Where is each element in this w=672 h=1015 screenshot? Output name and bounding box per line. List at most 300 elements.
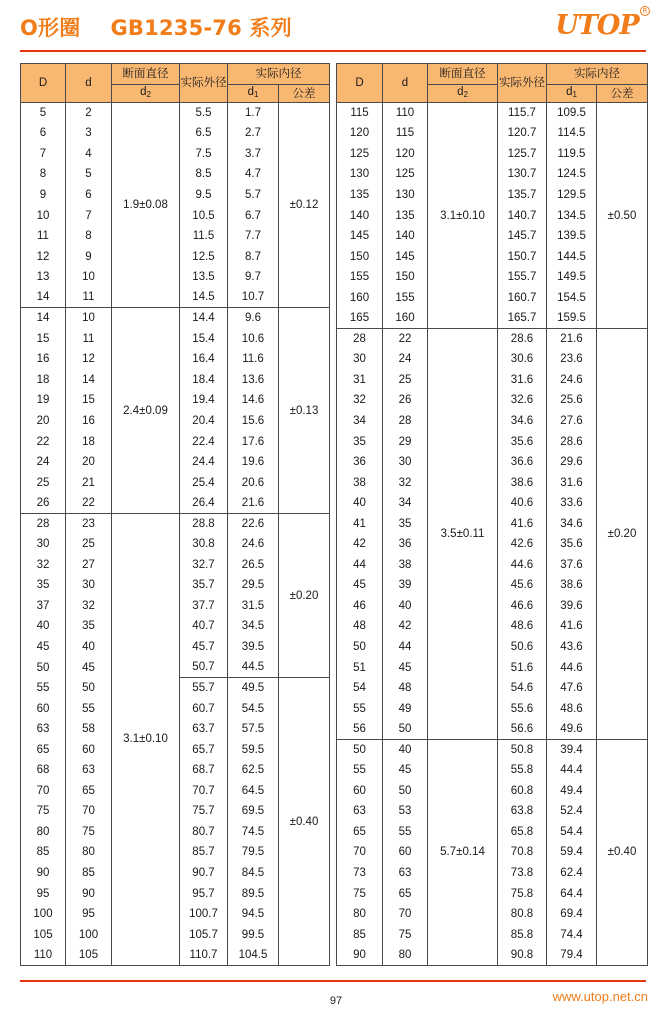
cell-inner: 21.6 <box>228 493 279 514</box>
cell-inner: 35.6 <box>547 534 597 555</box>
cell-D: 135 <box>337 185 383 206</box>
cell-D: 14 <box>21 308 66 329</box>
cell-D: 50 <box>337 739 383 760</box>
cell-inner: 2.7 <box>228 123 279 144</box>
cell-inner: 94.5 <box>228 904 279 925</box>
cell-D: 70 <box>21 781 66 802</box>
cell-d: 55 <box>66 698 112 719</box>
col-header-actual-outer: 实际外径 <box>180 64 228 103</box>
cell-outer: 68.7 <box>180 760 228 781</box>
cell-d: 34 <box>383 493 428 514</box>
cell-d: 100 <box>66 924 112 945</box>
cell-D: 28 <box>337 329 383 350</box>
cell-d: 2 <box>66 103 112 124</box>
cell-outer: 160.7 <box>498 287 547 308</box>
cell-d: 3 <box>66 123 112 144</box>
cell-D: 85 <box>21 842 66 863</box>
cell-d: 45 <box>383 657 428 678</box>
cell-outer: 100.7 <box>180 904 228 925</box>
cell-D: 55 <box>337 760 383 781</box>
cell-inner: 6.7 <box>228 205 279 226</box>
table-row <box>337 739 648 760</box>
cell-d: 110 <box>383 103 428 124</box>
cell-cross-section: 5.7±0.14 <box>428 739 498 965</box>
cell-inner: 39.5 <box>228 637 279 658</box>
cell-inner: 154.5 <box>547 287 597 308</box>
cell-inner: 10.7 <box>228 287 279 308</box>
cell-d: 95 <box>66 904 112 925</box>
cell-inner: 48.6 <box>547 698 597 719</box>
cell-D: 12 <box>21 246 66 267</box>
cell-D: 38 <box>337 472 383 493</box>
cell-D: 80 <box>337 904 383 925</box>
cell-D: 75 <box>21 801 66 822</box>
cell-D: 45 <box>337 575 383 596</box>
cell-D: 65 <box>21 739 66 760</box>
cell-d: 12 <box>66 349 112 370</box>
cell-D: 120 <box>337 123 383 144</box>
cell-inner: 11.6 <box>228 349 279 370</box>
cell-D: 115 <box>337 103 383 124</box>
cell-D: 51 <box>337 657 383 678</box>
cell-d: 27 <box>66 555 112 576</box>
cell-inner: 24.6 <box>547 370 597 391</box>
cell-d: 15 <box>66 390 112 411</box>
cell-d: 22 <box>383 329 428 350</box>
cell-d: 7 <box>66 205 112 226</box>
cell-outer: 35.6 <box>498 431 547 452</box>
cell-D: 37 <box>21 596 66 617</box>
cell-D: 35 <box>21 575 66 596</box>
cell-D: 40 <box>21 616 66 637</box>
cell-outer: 19.4 <box>180 390 228 411</box>
cell-D: 55 <box>337 698 383 719</box>
cell-d: 28 <box>383 411 428 432</box>
cell-inner: 134.5 <box>547 205 597 226</box>
cell-cross-section: 1.9±0.08 <box>112 103 180 308</box>
cell-d: 135 <box>383 205 428 226</box>
cell-inner: 13.6 <box>228 370 279 391</box>
cell-inner: 74.4 <box>547 924 597 945</box>
cell-outer: 110.7 <box>180 945 228 966</box>
cell-D: 55 <box>21 678 66 699</box>
cell-D: 60 <box>21 698 66 719</box>
cell-outer: 28.6 <box>498 329 547 350</box>
cell-outer: 90.8 <box>498 945 547 966</box>
cell-D: 145 <box>337 226 383 247</box>
cell-d: 25 <box>383 370 428 391</box>
col-header-d: d <box>66 64 112 103</box>
cell-d: 50 <box>383 719 428 740</box>
cell-outer: 16.4 <box>180 349 228 370</box>
cell-inner: 1.7 <box>228 103 279 124</box>
cell-inner: 44.5 <box>228 657 279 678</box>
cell-inner: 124.5 <box>547 164 597 185</box>
cell-inner: 104.5 <box>228 945 279 966</box>
cell-cross-section: 3.5±0.11 <box>428 329 498 740</box>
cell-d: 44 <box>383 637 428 658</box>
table-row <box>337 103 648 124</box>
cell-d: 130 <box>383 185 428 206</box>
cell-outer: 35.7 <box>180 575 228 596</box>
cell-inner: 44.6 <box>547 657 597 678</box>
cell-outer: 13.5 <box>180 267 228 288</box>
cell-d: 53 <box>383 801 428 822</box>
cell-D: 105 <box>21 924 66 945</box>
cell-outer: 36.6 <box>498 452 547 473</box>
cell-d: 49 <box>383 698 428 719</box>
cell-inner: 99.5 <box>228 924 279 945</box>
cell-d: 39 <box>383 575 428 596</box>
cell-d: 25 <box>66 534 112 555</box>
cell-D: 48 <box>337 616 383 637</box>
cell-outer: 50.7 <box>180 657 228 678</box>
cell-inner: 31.5 <box>228 596 279 617</box>
cell-inner: 24.6 <box>228 534 279 555</box>
cell-inner: 79.4 <box>547 945 597 966</box>
left-table-body <box>21 103 330 966</box>
cell-D: 165 <box>337 308 383 329</box>
cell-inner: 8.7 <box>228 246 279 267</box>
cell-D: 160 <box>337 287 383 308</box>
cell-cross-section: 3.1±0.10 <box>428 103 498 329</box>
cell-D: 75 <box>337 883 383 904</box>
cell-D: 44 <box>337 555 383 576</box>
cell-d: 8 <box>66 226 112 247</box>
cell-outer: 42.6 <box>498 534 547 555</box>
cell-inner: 69.4 <box>547 904 597 925</box>
table-row <box>21 103 330 124</box>
cell-d: 150 <box>383 267 428 288</box>
cell-d: 155 <box>383 287 428 308</box>
cell-D: 28 <box>21 513 66 534</box>
registered-mark-icon: R <box>640 6 650 16</box>
cell-outer: 80.7 <box>180 822 228 843</box>
cell-D: 50 <box>21 657 66 678</box>
cell-outer: 63.7 <box>180 719 228 740</box>
cell-outer: 55.6 <box>498 698 547 719</box>
cell-inner: 129.5 <box>547 185 597 206</box>
cell-d: 42 <box>383 616 428 637</box>
cell-outer: 55.8 <box>498 760 547 781</box>
left-size-table <box>20 63 330 966</box>
cell-outer: 155.7 <box>498 267 547 288</box>
cell-d: 75 <box>66 822 112 843</box>
cell-outer: 165.7 <box>498 308 547 329</box>
cell-outer: 56.6 <box>498 719 547 740</box>
cell-inner: 31.6 <box>547 472 597 493</box>
cell-D: 90 <box>21 863 66 884</box>
cell-D: 24 <box>21 452 66 473</box>
cell-D: 32 <box>21 555 66 576</box>
cell-inner: 9.6 <box>228 308 279 329</box>
cell-d: 26 <box>383 390 428 411</box>
cell-inner: 15.6 <box>228 411 279 432</box>
cell-outer: 90.7 <box>180 863 228 884</box>
cell-inner: 49.5 <box>228 678 279 699</box>
cell-D: 25 <box>21 472 66 493</box>
cell-inner: 139.5 <box>547 226 597 247</box>
cell-d: 50 <box>66 678 112 699</box>
cell-inner: 5.7 <box>228 185 279 206</box>
cell-D: 30 <box>337 349 383 370</box>
cell-inner: 74.5 <box>228 822 279 843</box>
cell-outer: 18.4 <box>180 370 228 391</box>
col-header-d2: $d_2$ <box>428 85 498 103</box>
cell-outer: 48.6 <box>498 616 547 637</box>
cell-outer: 41.6 <box>498 513 547 534</box>
cell-inner: 52.4 <box>547 801 597 822</box>
cell-inner: 144.5 <box>547 246 597 267</box>
cell-D: 22 <box>21 431 66 452</box>
cell-D: 60 <box>337 781 383 802</box>
cell-D: 150 <box>337 246 383 267</box>
col-header-d1: $d_1$ <box>228 85 279 103</box>
cell-D: 30 <box>21 534 66 555</box>
cell-d: 23 <box>66 513 112 534</box>
cell-outer: 38.6 <box>498 472 547 493</box>
cell-inner: 41.6 <box>547 616 597 637</box>
cell-D: 80 <box>21 822 66 843</box>
cell-D: 90 <box>337 945 383 966</box>
table-row <box>337 329 648 350</box>
table-row <box>21 308 330 329</box>
website-link[interactable]: www.utop.net.cn <box>552 989 648 1004</box>
cell-d: 32 <box>383 472 428 493</box>
cell-outer: 95.7 <box>180 883 228 904</box>
cell-outer: 32.6 <box>498 390 547 411</box>
cell-d: 35 <box>383 513 428 534</box>
cell-d: 24 <box>383 349 428 370</box>
cell-tolerance: ±0.20 <box>597 329 648 740</box>
cell-tolerance: ±0.12 <box>279 103 330 308</box>
cell-inner: 14.6 <box>228 390 279 411</box>
cell-outer: 37.7 <box>180 596 228 617</box>
cell-inner: 54.5 <box>228 698 279 719</box>
cell-outer: 22.4 <box>180 431 228 452</box>
cell-inner: 59.4 <box>547 842 597 863</box>
cell-inner: 29.5 <box>228 575 279 596</box>
cell-cross-section: 2.4±0.09 <box>112 308 180 513</box>
cell-d: 40 <box>383 739 428 760</box>
cell-d: 4 <box>66 144 112 165</box>
cell-d: 125 <box>383 164 428 185</box>
cell-D: 32 <box>337 390 383 411</box>
cell-inner: 29.6 <box>547 452 597 473</box>
cell-outer: 85.8 <box>498 924 547 945</box>
cell-D: 54 <box>337 678 383 699</box>
cell-d: 10 <box>66 267 112 288</box>
cell-d: 14 <box>66 370 112 391</box>
cell-D: 73 <box>337 863 383 884</box>
cell-D: 95 <box>21 883 66 904</box>
cell-D: 13 <box>21 267 66 288</box>
cell-outer: 73.8 <box>498 863 547 884</box>
cell-D: 130 <box>337 164 383 185</box>
cell-d: 50 <box>383 781 428 802</box>
table-row <box>21 513 330 534</box>
cell-inner: 79.5 <box>228 842 279 863</box>
cell-inner: 34.5 <box>228 616 279 637</box>
cell-outer: 63.8 <box>498 801 547 822</box>
cell-D: 42 <box>337 534 383 555</box>
cell-D: 65 <box>337 822 383 843</box>
cell-d: 29 <box>383 431 428 452</box>
cell-D: 63 <box>337 801 383 822</box>
col-header-actual-inner: 实际内径 <box>228 64 330 85</box>
cell-D: 46 <box>337 596 383 617</box>
col-header-D: D <box>21 64 66 103</box>
cell-inner: 62.4 <box>547 863 597 884</box>
cell-outer: 120.7 <box>498 123 547 144</box>
utop-logo <box>542 6 652 48</box>
cell-d: 60 <box>383 842 428 863</box>
cell-tolerance: ±0.13 <box>279 308 330 513</box>
cell-D: 20 <box>21 411 66 432</box>
cell-outer: 75.8 <box>498 883 547 904</box>
cell-outer: 20.4 <box>180 411 228 432</box>
cell-d: 65 <box>383 883 428 904</box>
cell-d: 30 <box>383 452 428 473</box>
cell-D: 85 <box>337 924 383 945</box>
cell-outer: 70.8 <box>498 842 547 863</box>
cell-outer: 5.5 <box>180 103 228 124</box>
cell-inner: 39.6 <box>547 596 597 617</box>
cell-inner: 39.4 <box>547 739 597 760</box>
col-header-d2: $d_2$ <box>112 85 180 103</box>
header-divider <box>20 50 646 52</box>
cell-D: 41 <box>337 513 383 534</box>
cell-d: 58 <box>66 719 112 740</box>
cell-outer: 34.6 <box>498 411 547 432</box>
cell-D: 68 <box>21 760 66 781</box>
cell-d: 60 <box>66 739 112 760</box>
cell-outer: 15.4 <box>180 329 228 350</box>
cell-inner: 33.6 <box>547 493 597 514</box>
cell-outer: 14.4 <box>180 308 228 329</box>
page-number: 97 <box>329 995 343 1007</box>
cell-d: 30 <box>66 575 112 596</box>
cell-outer: 125.7 <box>498 144 547 165</box>
cell-d: 115 <box>383 123 428 144</box>
cell-outer: 28.8 <box>180 513 228 534</box>
cell-outer: 150.7 <box>498 246 547 267</box>
cell-outer: 26.4 <box>180 493 228 514</box>
cell-D: 14 <box>21 287 66 308</box>
cell-d: 16 <box>66 411 112 432</box>
cell-outer: 115.7 <box>498 103 547 124</box>
cell-inner: 119.5 <box>547 144 597 165</box>
cell-d: 11 <box>66 287 112 308</box>
cell-d: 45 <box>383 760 428 781</box>
cell-D: 34 <box>337 411 383 432</box>
col-header-cross-section: 断面直径 <box>428 64 498 85</box>
cell-inner: 22.6 <box>228 513 279 534</box>
col-header-tolerance: 公差 <box>597 85 648 103</box>
cell-D: 16 <box>21 349 66 370</box>
cell-D: 45 <box>21 637 66 658</box>
cell-d: 10 <box>66 308 112 329</box>
cell-d: 11 <box>66 329 112 350</box>
cell-outer: 40.7 <box>180 616 228 637</box>
cell-D: 36 <box>337 452 383 473</box>
cell-D: 7 <box>21 144 66 165</box>
cell-D: 125 <box>337 144 383 165</box>
cell-outer: 65.8 <box>498 822 547 843</box>
cell-D: 6 <box>21 123 66 144</box>
cell-outer: 9.5 <box>180 185 228 206</box>
col-header-cross-section: 断面直径 <box>112 64 180 85</box>
cell-outer: 25.4 <box>180 472 228 493</box>
cell-inner: 149.5 <box>547 267 597 288</box>
cell-inner: 17.6 <box>228 431 279 452</box>
cell-d: 40 <box>66 637 112 658</box>
cell-outer: 105.7 <box>180 924 228 945</box>
cell-d: 32 <box>66 596 112 617</box>
cell-outer: 12.5 <box>180 246 228 267</box>
cell-outer: 135.7 <box>498 185 547 206</box>
cell-D: 15 <box>21 329 66 350</box>
cell-D: 8 <box>21 164 66 185</box>
page-title: O形圈 GB1235-76 系列 <box>20 16 292 40</box>
cell-d: 105 <box>66 945 112 966</box>
cell-d: 6 <box>66 185 112 206</box>
cell-d: 80 <box>383 945 428 966</box>
cell-outer: 31.6 <box>498 370 547 391</box>
cell-inner: 3.7 <box>228 144 279 165</box>
cell-D: 35 <box>337 431 383 452</box>
cell-outer: 65.7 <box>180 739 228 760</box>
cell-tolerance: ±0.20 <box>279 513 330 677</box>
cell-inner: 28.6 <box>547 431 597 452</box>
cell-D: 31 <box>337 370 383 391</box>
cell-d: 40 <box>383 596 428 617</box>
cell-d: 90 <box>66 883 112 904</box>
cell-inner: 19.6 <box>228 452 279 473</box>
cell-outer: 60.8 <box>498 781 547 802</box>
cell-outer: 70.7 <box>180 781 228 802</box>
cell-d: 63 <box>66 760 112 781</box>
cell-inner: 34.6 <box>547 513 597 534</box>
cell-D: 26 <box>21 493 66 514</box>
cell-d: 70 <box>383 904 428 925</box>
cell-D: 18 <box>21 370 66 391</box>
cell-inner: 159.5 <box>547 308 597 329</box>
col-header-d: d <box>383 64 428 103</box>
cell-d: 20 <box>66 452 112 473</box>
cell-inner: 9.7 <box>228 267 279 288</box>
cell-inner: 4.7 <box>228 164 279 185</box>
cell-outer: 30.6 <box>498 349 547 370</box>
cell-outer: 14.5 <box>180 287 228 308</box>
cell-d: 45 <box>66 657 112 678</box>
col-header-actual-inner: 实际内径 <box>547 64 648 85</box>
cell-d: 140 <box>383 226 428 247</box>
cell-inner: 21.6 <box>547 329 597 350</box>
cell-d: 63 <box>383 863 428 884</box>
cell-d: 5 <box>66 164 112 185</box>
cell-d: 22 <box>66 493 112 514</box>
cell-D: 140 <box>337 205 383 226</box>
cell-inner: 7.7 <box>228 226 279 247</box>
cell-inner: 25.6 <box>547 390 597 411</box>
cell-inner: 64.4 <box>547 883 597 904</box>
cell-D: 19 <box>21 390 66 411</box>
cell-outer: 145.7 <box>498 226 547 247</box>
right-table-body <box>337 103 648 966</box>
cell-d: 35 <box>66 616 112 637</box>
cell-outer: 130.7 <box>498 164 547 185</box>
